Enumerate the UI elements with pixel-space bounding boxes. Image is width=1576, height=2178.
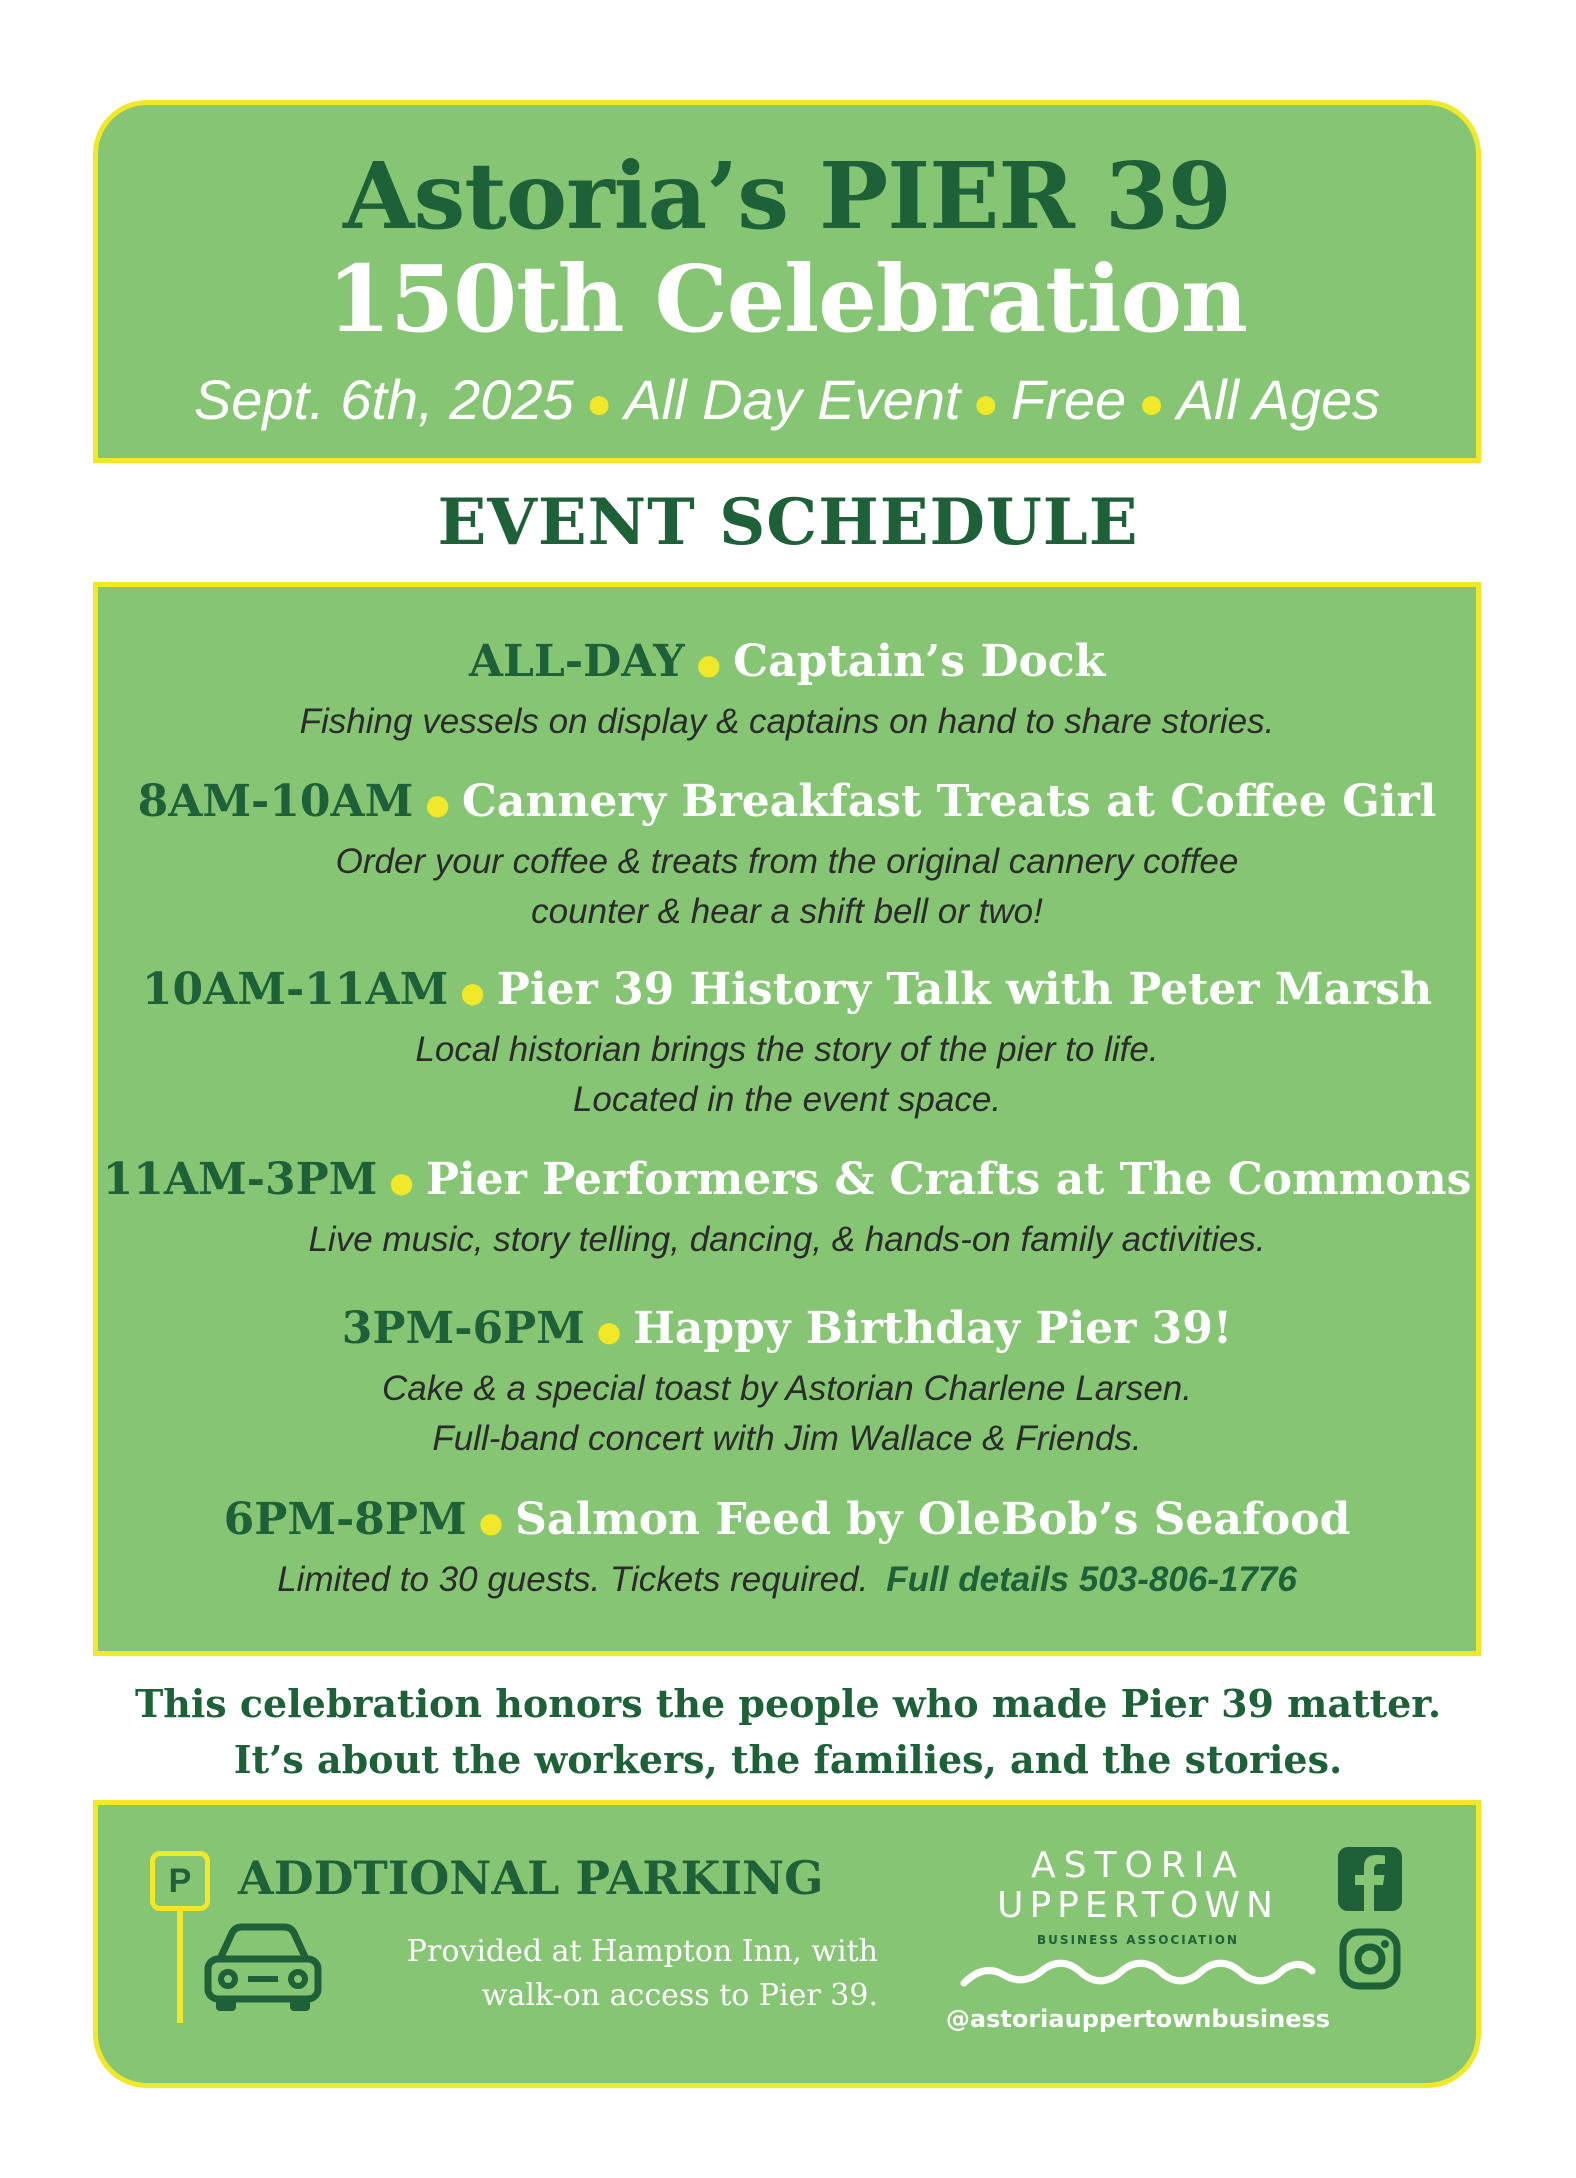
event-subtitle: [98, 367, 1476, 432]
schedule-time: 11AM-3PM: [102, 1154, 378, 1205]
event-date: Sept. 6th, 2025: [193, 368, 574, 431]
title-line-1: Astoria’s PIER 39: [343, 142, 1231, 250]
schedule-item: [98, 774, 1476, 937]
schedule-description: [98, 1364, 1476, 1464]
schedule-description: [98, 1025, 1476, 1125]
schedule-event-name: Pier 39 History Talk with Peter Marsh: [496, 964, 1433, 1015]
header-panel: [93, 100, 1481, 463]
schedule-event-name: Salmon Feed by OleBob’s Seafood: [515, 1494, 1351, 1545]
description-line: Local historian brings the story of the pier to life.: [415, 1029, 1159, 1069]
tagline: [0, 1676, 1576, 1788]
separator-dot: ●: [972, 379, 1000, 429]
waves-icon: [960, 1957, 1316, 1993]
schedule-item-title: [98, 774, 1476, 833]
separator-dot: ●: [425, 787, 450, 821]
separator-dot: ●: [389, 1165, 414, 1199]
parking-text-line: walk-on access to Pier 39.: [481, 1978, 878, 2013]
parking-text: [318, 1930, 878, 2018]
description-line: Limited to 30 guests. Tickets required.: [277, 1559, 869, 1599]
footer-panel: [93, 1800, 1481, 2088]
separator-dot: ●: [696, 647, 722, 681]
title-line-2: 150th Celebration: [327, 245, 1247, 353]
schedule-item-title: [98, 1492, 1476, 1551]
event-cost: Free: [1011, 368, 1127, 431]
instagram-icon[interactable]: [1338, 1927, 1402, 1991]
parking-title: ADDTIONAL PARKING: [238, 1851, 824, 1905]
event-audience: All Ages: [1176, 368, 1381, 431]
schedule-item: [98, 1301, 1476, 1464]
schedule-time: 10AM-11AM: [141, 964, 449, 1015]
schedule-description: [98, 837, 1476, 937]
logo-line-2: UPPERTOWN: [997, 1885, 1279, 1926]
parking-pole: [177, 1911, 183, 2023]
event-duration: All Day Event: [624, 368, 961, 431]
schedule-item: [98, 962, 1476, 1125]
schedule-item-title: [98, 634, 1476, 693]
logo-line-1: ASTORIA: [1030, 1845, 1246, 1886]
schedule-item: [98, 1152, 1476, 1265]
details-phone: Full details 503-806-1776: [886, 1559, 1297, 1599]
description-line: Live music, story telling, dancing, & hands-on family activities.: [308, 1219, 1266, 1259]
separator-dot: ●: [478, 1505, 504, 1539]
schedule-event-name: Happy Birthday Pier 39!: [633, 1303, 1233, 1354]
logo-subtitle: BUSINESS ASSOCIATION: [1037, 1933, 1239, 1947]
description-line: Cake & a special toast by Astorian Charlene Larsen.: [382, 1368, 1192, 1408]
schedule-description: [98, 697, 1476, 747]
description-line: Full-band concert with Jim Wallace & Friends.: [432, 1418, 1142, 1458]
parking-sign-letter: P: [168, 1862, 192, 1900]
separator-dot: ●: [1138, 379, 1165, 429]
schedule-time: 8AM-10AM: [137, 776, 414, 827]
schedule-item-title: [98, 1152, 1476, 1211]
separator-dot: ●: [460, 975, 485, 1009]
description-line: counter & hear a shift bell or two!: [531, 891, 1043, 931]
schedule-time: ALL-DAY: [468, 636, 685, 687]
schedule-item-title: [98, 962, 1476, 1021]
separator-dot: ●: [596, 1314, 622, 1348]
separator-dot: ●: [585, 379, 613, 429]
parking-text-line: Provided at Hampton Inn, with: [406, 1934, 878, 1969]
description-line: Located in the event space.: [572, 1079, 1002, 1119]
schedule-event-name: Pier Performers & Crafts at The Commons: [425, 1154, 1472, 1205]
schedule-item-title: [98, 1301, 1476, 1360]
schedule-panel: [93, 582, 1481, 1656]
social-handle[interactable]: @astoriauppertownbusiness: [945, 2005, 1331, 2033]
car-icon: [198, 1915, 328, 2015]
schedule-item: [98, 1492, 1476, 1605]
schedule-event-name: Captain’s Dock: [733, 636, 1106, 687]
schedule-item: [98, 634, 1476, 747]
description-line: Fishing vessels on display & captains on hand to share stories.: [299, 701, 1275, 741]
tagline-line-1: This celebration honors the people who made Pier 39 matter.: [134, 1681, 1442, 1726]
schedule-heading: EVENT SCHEDULE: [437, 485, 1139, 560]
schedule-time: 6PM-8PM: [223, 1494, 467, 1545]
parking-sign-icon: [150, 1851, 210, 1911]
schedule-description: [98, 1555, 1476, 1605]
schedule-event-name: Cannery Breakfast Treats at Coffee Girl: [461, 776, 1437, 827]
schedule-time: 3PM-6PM: [341, 1303, 585, 1354]
schedule-description: [98, 1215, 1476, 1265]
facebook-icon[interactable]: [1338, 1847, 1402, 1911]
description-line: Order your coffee & treats from the original cannery coffee: [335, 841, 1239, 881]
tagline-line-2: It’s about the workers, the families, and the stories.: [233, 1737, 1343, 1782]
